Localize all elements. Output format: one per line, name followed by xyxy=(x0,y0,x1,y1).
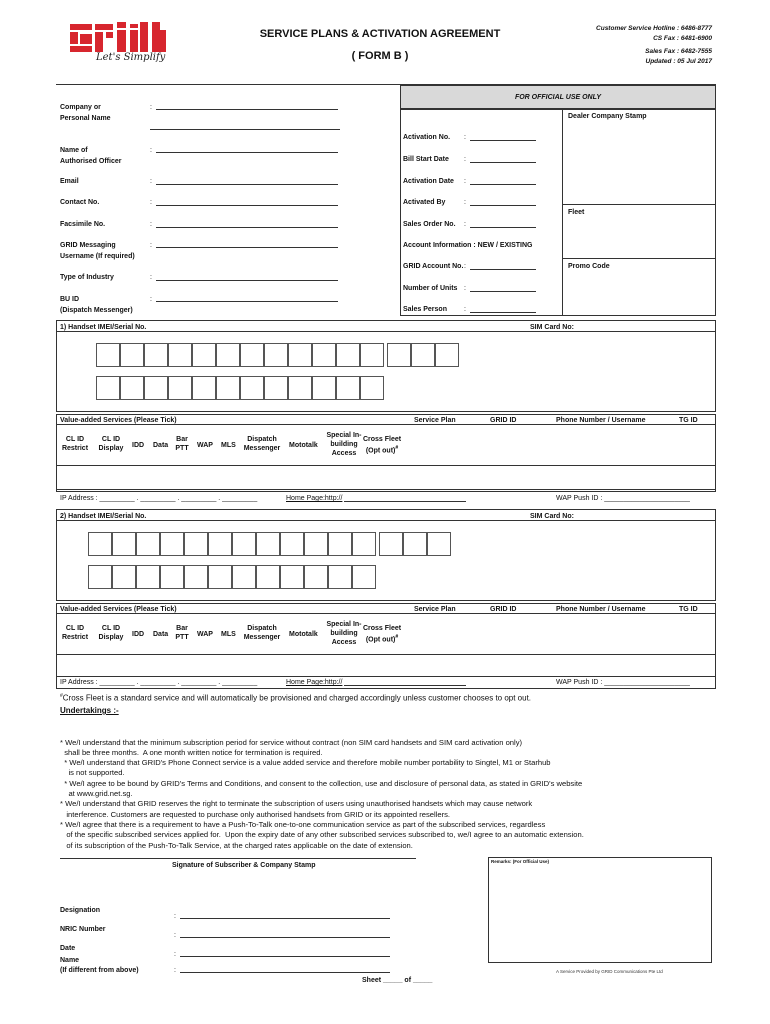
nric-label: NRIC Number xyxy=(60,926,106,933)
vas2-mls: MLS xyxy=(221,631,236,638)
signature-label: Signature of Subscriber & Company Stamp xyxy=(172,862,316,869)
undertakings-title: Undertakings :- xyxy=(60,706,119,715)
name-label: Name (If different from above) xyxy=(60,957,139,974)
activation-date-label: Activation Date xyxy=(403,178,454,185)
hotline-text: Customer Service Hotline : 6486-8777 xyxy=(596,25,712,32)
form-title: SERVICE PLANS & ACTIVATION AGREEMENT xyxy=(259,28,501,40)
vas1-data: Data xyxy=(153,442,169,449)
vas2-tg-id: TG ID xyxy=(679,606,698,613)
number-units-label: Number of Units xyxy=(403,285,458,292)
fax-field[interactable] xyxy=(156,227,338,228)
designation-label: Designation xyxy=(60,907,101,914)
vas1-cross-fleet: Cross Fleet (Opt out)# xyxy=(362,436,402,455)
designation-field[interactable] xyxy=(180,918,390,919)
fleet-divider xyxy=(562,204,716,205)
vas2-bar-ptt: Bar PTT xyxy=(175,625,189,641)
email-label: Email xyxy=(60,178,79,185)
messaging-username-field[interactable] xyxy=(156,247,338,248)
vas2-wap: WAP xyxy=(197,631,213,638)
vas2-phone-username: Phone Number / Username xyxy=(556,606,646,613)
fleet-label: Fleet xyxy=(568,209,585,216)
sheet-of[interactable]: Sheet _____ of _____ xyxy=(362,977,433,984)
bill-start-date-field[interactable] xyxy=(470,162,536,163)
activation-no-label: Activation No. xyxy=(403,134,451,141)
vas2-data: Data xyxy=(153,631,169,638)
vas1-idd: IDD xyxy=(132,442,145,449)
provider-text: A Service Provided by GRID Communications Pte Ltd xyxy=(556,969,663,974)
promo-divider xyxy=(562,258,716,259)
bill-start-date-label: Bill Start Date xyxy=(403,156,449,163)
vas2-grid-id: GRID ID xyxy=(490,606,517,613)
vas1-cl-display: CL ID Display xyxy=(98,436,124,452)
activation-no-field[interactable] xyxy=(470,140,536,141)
handset2-imei-label: 2) Handset IMEI/Serial No. xyxy=(60,513,147,520)
vas1-special: Special In- building Access xyxy=(326,432,362,457)
contact-info xyxy=(560,24,712,67)
official-heading-bar xyxy=(400,85,716,109)
email-field[interactable] xyxy=(156,184,338,185)
contact-no-label: Contact No. xyxy=(60,199,100,206)
vas2-mototalk: Mototalk xyxy=(289,631,318,638)
vas2-cl-display: CL ID Display xyxy=(98,625,124,641)
authorised-officer-label: Name of Authorised Officer xyxy=(60,147,122,165)
updated-text: Updated : 05 Jul 2017 xyxy=(645,58,712,65)
industry-field[interactable] xyxy=(156,280,338,281)
dealer-stamp-label: Dealer Company Stamp xyxy=(568,113,647,120)
vas1-phone-username: Phone Number / Username xyxy=(556,417,646,424)
nric-field[interactable] xyxy=(180,937,390,938)
vas2-service-plan: Service Plan xyxy=(414,606,456,613)
account-info-label[interactable]: Account Information : NEW / EXISTING xyxy=(403,242,533,249)
vas2-wap-push[interactable]: WAP Push ID : ______________________ xyxy=(556,679,690,686)
vas1-ip-address[interactable]: IP Address : _________ . _________ . _________ . _________ xyxy=(60,495,258,502)
activated-by-field[interactable] xyxy=(470,205,536,206)
vas1-grid-id: GRID ID xyxy=(490,417,517,424)
bu-id-field[interactable] xyxy=(156,301,338,302)
remarks-label: Remarks: (For Official Use) xyxy=(491,859,550,864)
signature-line[interactable] xyxy=(60,858,416,859)
messaging-username-label: GRID Messaging Username (If required) xyxy=(60,242,135,260)
vas2-home-page[interactable]: Home Page:http:// xyxy=(286,679,343,686)
sales-order-label: Sales Order No. xyxy=(403,221,456,228)
cs-fax-text: CS Fax : 6481-6900 xyxy=(653,35,712,42)
vas1-wap-push[interactable]: WAP Push ID : ______________________ xyxy=(556,495,690,502)
date-field[interactable] xyxy=(180,956,390,957)
form-subtitle: ( FORM B ) xyxy=(351,50,409,62)
handset2-sim-label: SIM Card No: xyxy=(530,513,574,520)
vas1-cl-restrict: CL ID Restrict xyxy=(61,436,89,452)
vas1-mls: MLS xyxy=(221,442,236,449)
contact-no-field[interactable] xyxy=(156,205,338,206)
company-name-field-2[interactable] xyxy=(150,129,340,130)
cross-fleet-footnote: #Cross Fleet is a standard service and will automatically be provisioned and charged accordingly unless customer chooses to opt out. xyxy=(60,693,532,703)
company-colon: : xyxy=(150,104,152,111)
activated-by-label: Activated By xyxy=(403,199,446,206)
sales-order-field[interactable] xyxy=(470,227,536,228)
name-field[interactable] xyxy=(180,972,390,973)
vas2-cl-restrict: CL ID Restrict xyxy=(61,625,89,641)
vas2-label: Value-added Services (Please Tick) xyxy=(60,606,177,613)
company-name-label: Company or Personal Name xyxy=(60,104,111,122)
vas1-dispatch: Dispatch Messenger xyxy=(243,436,281,452)
sales-person-label: Sales Person xyxy=(403,306,447,313)
logo xyxy=(68,20,168,68)
handset1-imei-label: 1) Handset IMEI/Serial No. xyxy=(60,324,147,331)
sales-fax-text: Sales Fax : 6482-7555 xyxy=(645,48,712,55)
sales-person-field[interactable] xyxy=(470,312,536,313)
official-heading: FOR OFFICIAL USE ONLY xyxy=(514,94,602,101)
date-label: Date xyxy=(60,945,76,952)
vas2-dispatch: Dispatch Messenger xyxy=(243,625,281,641)
bu-id-label: BU ID (Dispatch Messenger) xyxy=(60,296,133,314)
grid-account-label: GRID Account No. xyxy=(403,263,464,270)
dealer-column xyxy=(562,109,716,316)
number-units-field[interactable] xyxy=(470,291,536,292)
grid-account-field[interactable] xyxy=(470,269,536,270)
vas1-bar-ptt: Bar PTT xyxy=(175,436,189,452)
authorised-officer-field[interactable] xyxy=(156,152,338,153)
vas1-service-plan: Service Plan xyxy=(414,417,456,424)
vas1-tg-id: TG ID xyxy=(679,417,698,424)
vas1-mototalk: Mototalk xyxy=(289,442,318,449)
vas2-ip-address[interactable]: IP Address : _________ . _________ . _________ . _________ xyxy=(60,679,258,686)
vas1-wap: WAP xyxy=(197,442,213,449)
vas2-cross-fleet: Cross Fleet (Opt out)# xyxy=(362,625,402,644)
vas2-special: Special In- building Access xyxy=(326,621,362,646)
vas2-idd: IDD xyxy=(132,631,145,638)
vas1-label: Value-added Services (Please Tick) xyxy=(60,417,177,424)
logo-tagline: Let's Simplify xyxy=(96,52,166,63)
vas1-home-page[interactable]: Home Page:http:// xyxy=(286,495,343,502)
undertakings-list: * We/I understand that the minimum subscription period for service without contract (non SIM card handsets and SIM card activation only) shall be three months. A one month written notice for termination is required. * We/I understand that GRID's Phone Connect service is a value added service and therefore mobile number portability to Singtel, M1 or Starhub is not supported. * We/I agree to be bound by GRID's Terms and Conditions, and consent to the collection, use and disclosure of personal data, as stated in GRID's website at www.grid.net.sg. * We/I understand that GRID reserves the right to terminate the subscription of users using unauthorised handsets which may cause network interference. Customers are requested to purchase only authorised handsets from GRID or its appointed resellers. * We/I agree that there is a requirement to have a Push-To-Talk one-to-one communication service as part of the subscribed services, regardless of the specific subscribed services applied for. Upon the expiry date of any other subscribed services subscribed to, we/I agree to an automatic extension. of its subscription of the Push-To-Talk Service, at the charged rates applicable on the date of extension. xyxy=(60,737,584,850)
vas1-options[interactable] xyxy=(56,425,408,465)
fax-label: Facsimile No. xyxy=(60,221,106,228)
vas2-options[interactable] xyxy=(56,614,408,654)
promo-code-label: Promo Code xyxy=(568,263,610,270)
company-name-field[interactable] xyxy=(156,109,338,110)
grid-logo-icon xyxy=(68,20,168,56)
industry-label: Type of Industry xyxy=(60,274,114,281)
remarks-box[interactable] xyxy=(488,857,712,963)
activation-date-field[interactable] xyxy=(470,184,536,185)
handset1-sim-label: SIM Card No: xyxy=(530,324,574,331)
